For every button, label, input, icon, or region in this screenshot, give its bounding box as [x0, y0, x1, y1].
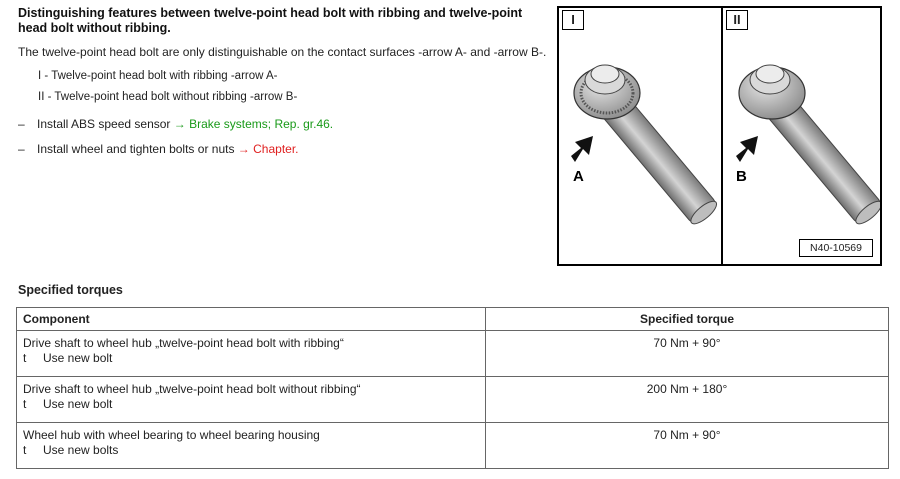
header-component: Component — [17, 308, 486, 331]
bullet-glyph: t — [23, 443, 27, 457]
torque-value: 70 Nm + 90° — [486, 423, 889, 469]
torque-table — [16, 307, 889, 469]
chapter-link[interactable]: → Chapter. — [237, 142, 299, 156]
bullet-glyph: t — [23, 351, 27, 365]
note-text: Use new bolt — [43, 351, 113, 365]
step-dash: – — [18, 117, 25, 131]
component-name: Wheel hub with wheel bearing to wheel bearing housing — [23, 428, 320, 442]
variant-with-ribbing: I - Twelve-point head bolt with ribbing -arrow A- — [38, 70, 278, 82]
bolt-drawing — [559, 8, 880, 264]
table-row — [17, 331, 889, 377]
component-name: Drive shaft to wheel hub „twelve-point head bolt without ribbing“ — [23, 382, 361, 396]
component-cell — [17, 331, 486, 377]
note-text: Use new bolt — [43, 397, 113, 411]
note-text: Use new bolts — [43, 443, 119, 457]
torque-value: 200 Nm + 180° — [486, 377, 889, 423]
panel-label-ii: II — [726, 10, 748, 30]
bolt-with-ribbing-icon — [571, 65, 720, 227]
arrow-a-label: A — [573, 168, 584, 185]
step-install-wheel — [18, 142, 299, 156]
step-dash: – — [18, 142, 25, 156]
variant-without-ribbing: II - Twelve-point head bolt without ribbing -arrow B- — [38, 91, 298, 103]
note-line — [23, 443, 479, 457]
arrow-b-label: B — [736, 168, 747, 185]
note-line — [23, 397, 479, 411]
component-cell — [17, 423, 486, 469]
figure-code: N40-10569 — [799, 239, 873, 257]
panel-label-i: I — [562, 10, 584, 30]
table-row — [17, 377, 889, 423]
step-install-abs-sensor — [18, 117, 333, 131]
bolt-illustration — [557, 6, 882, 266]
step-text: Install ABS speed sensor — [37, 117, 174, 131]
table-header-row — [17, 308, 889, 331]
panel-divider — [721, 8, 723, 264]
specified-torques-title: Specified torques — [18, 283, 123, 297]
note-line — [23, 351, 479, 365]
bolt-without-ribbing-icon — [736, 65, 880, 227]
bullet-glyph: t — [23, 397, 27, 411]
header-specified-torque: Specified torque — [486, 308, 889, 331]
component-name: Drive shaft to wheel hub „twelve-point head bolt with ribbing“ — [23, 336, 344, 350]
intro-text: The twelve-point head bolt are only distinguishable on the contact surfaces -arrow A- and -arrow B-. — [18, 45, 547, 59]
section-heading: Distinguishing features between twelve-point head bolt with ribbing and twelve-point head bolt without ribbing. — [18, 6, 523, 35]
component-cell — [17, 377, 486, 423]
step-text: Install wheel and tighten bolts or nuts — [37, 142, 238, 156]
brake-systems-link[interactable]: → Brake systems; Rep. gr.46. — [173, 117, 334, 131]
table-row — [17, 423, 889, 469]
torque-value: 70 Nm + 90° — [486, 331, 889, 377]
